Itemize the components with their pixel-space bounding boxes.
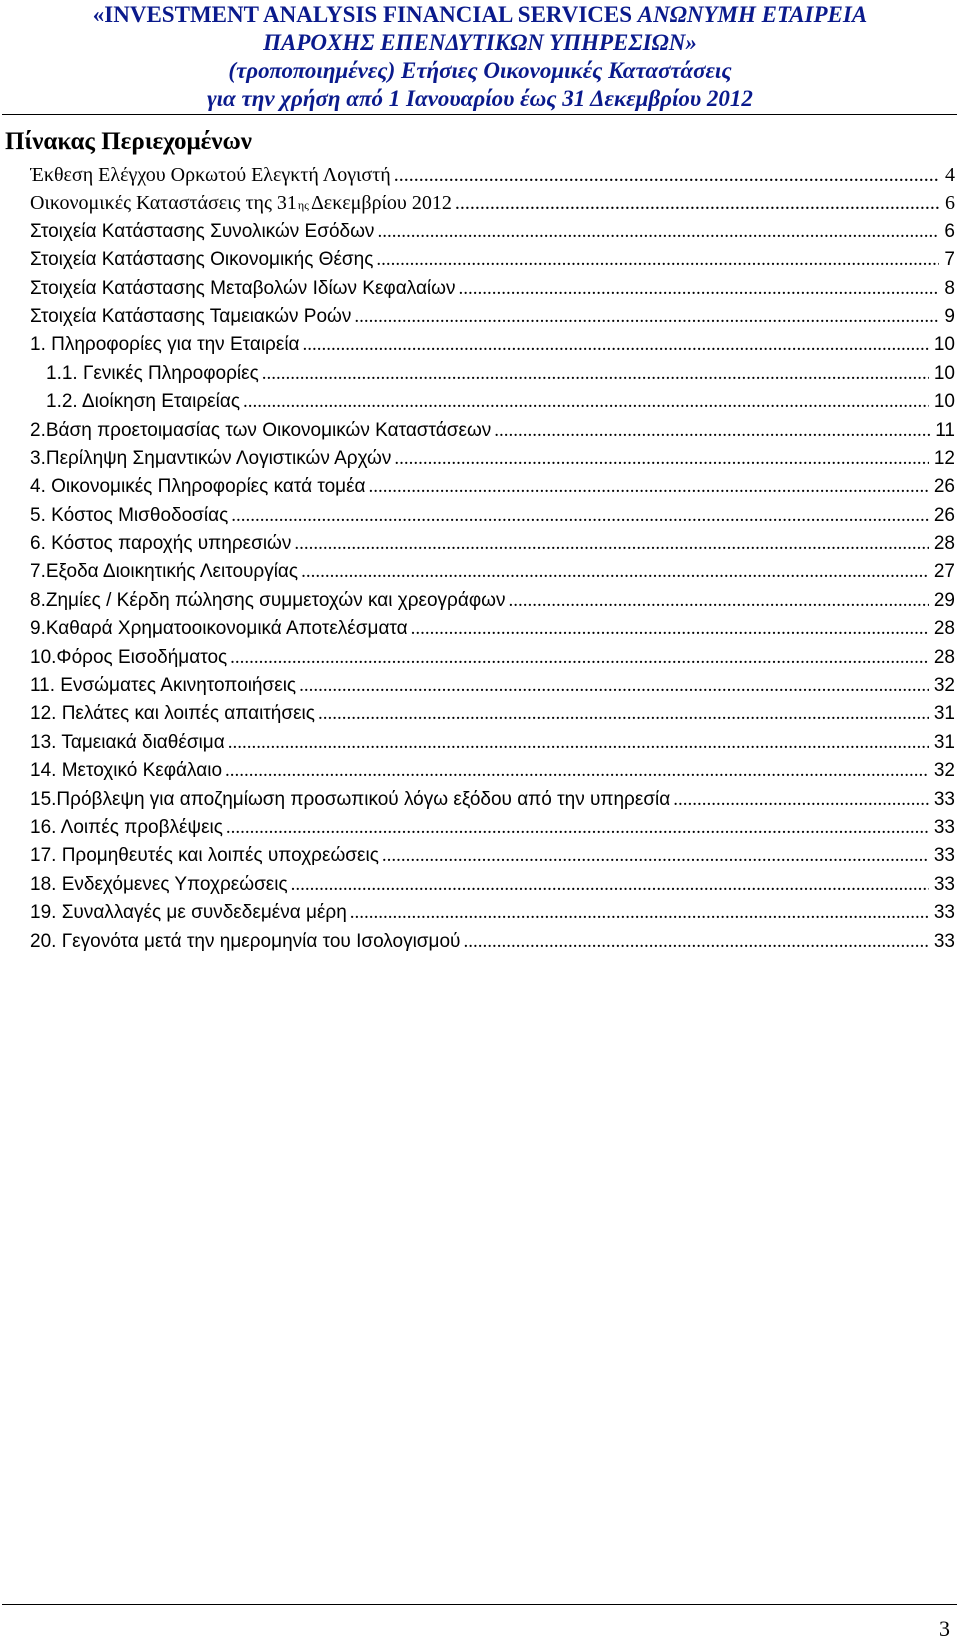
dot-leader xyxy=(394,161,940,189)
dot-leader xyxy=(299,672,929,700)
dot-leader xyxy=(303,331,929,359)
table-of-contents xyxy=(30,161,955,956)
toc-entry[interactable] xyxy=(30,360,955,388)
header-line-4: για την χρήση από 1 Ιανουαρίου έως 31 Δεκεμβρίου 2012 xyxy=(207,86,753,111)
dot-leader xyxy=(262,360,929,388)
company-name-greek: ΑΝΩΝΥΜΗ ΕΤΑΙΡΕΙΑ xyxy=(637,2,868,27)
toc-entry-label: 1.1. Γενικές Πληροφορίες xyxy=(46,362,259,384)
toc-entry-label: 3.Περίληψη Σημαντικών Λογιστικών Αρχών xyxy=(30,447,392,469)
toc-entry-label: Οικονομικές Καταστάσεις της 31 xyxy=(30,192,297,215)
footer-divider xyxy=(2,1604,957,1605)
toc-entry[interactable] xyxy=(30,161,955,189)
header-divider xyxy=(2,114,957,115)
dot-leader xyxy=(350,899,929,927)
toc-entry-label: 2.Βάση προετοιμασίας των Οικονομικών Καταστάσεων xyxy=(30,419,492,441)
dot-leader xyxy=(301,558,929,586)
dot-leader xyxy=(673,786,929,814)
page-number: 3 xyxy=(939,1616,950,1641)
dot-leader xyxy=(294,530,928,558)
toc-entry-page-number: 28 xyxy=(933,533,955,555)
toc-entry-label: Στοιχεία Κατάστασης Μεταβολών Ιδίων Κεφαλαίων xyxy=(30,277,456,299)
toc-entry-label: 11. Ενσώματες Ακινητοποιήσεις xyxy=(30,675,297,697)
dot-leader xyxy=(455,189,940,217)
toc-entry-label: 20. Γεγονότα μετά την ημερομηνία του Ισολογισμού xyxy=(30,930,461,952)
toc-entry-page-number: 4 xyxy=(945,164,955,186)
toc-entry-page-number: 6 xyxy=(945,192,955,215)
toc-entry-page-number: 9 xyxy=(944,305,955,327)
dot-leader xyxy=(494,417,930,445)
toc-entry-page-number: 33 xyxy=(933,902,955,924)
toc-entry-page-number: 12 xyxy=(933,447,955,469)
toc-entry-page-number: 31 xyxy=(933,731,955,753)
toc-entry-page-number: 10 xyxy=(933,391,955,413)
toc-entry[interactable] xyxy=(30,842,955,870)
document-header xyxy=(0,0,960,113)
dot-leader xyxy=(376,246,939,274)
dot-leader xyxy=(231,502,929,530)
toc-entry[interactable] xyxy=(30,899,955,927)
toc-entry-label: 1.2. Διοίκηση Εταιρείας xyxy=(46,391,241,413)
toc-entry[interactable] xyxy=(30,644,955,672)
toc-entry-label: 5. Κόστος Μισθοδοσίας xyxy=(30,504,229,526)
toc-entry[interactable] xyxy=(30,417,955,445)
toc-entry-label: 10.Φόρος Εισοδήματος xyxy=(30,646,228,668)
dot-leader xyxy=(228,729,929,757)
toc-entry[interactable] xyxy=(30,445,955,473)
toc-entry[interactable] xyxy=(30,218,955,246)
toc-entry-page-number: 33 xyxy=(933,788,955,810)
dot-leader xyxy=(369,473,929,501)
toc-entry-page-number: 33 xyxy=(933,873,955,895)
toc-entry[interactable] xyxy=(30,331,955,359)
toc-entry[interactable] xyxy=(30,928,955,956)
toc-entry-label: 16. Λοιπές προβλέψεις xyxy=(30,816,223,838)
toc-entry-superscript: ης xyxy=(297,198,309,213)
dot-leader xyxy=(318,700,929,728)
dot-leader xyxy=(230,644,929,672)
toc-entry[interactable] xyxy=(30,473,955,501)
toc-entry-page-number: 31 xyxy=(933,703,955,725)
toc-entry-page-number: 29 xyxy=(933,589,955,611)
dot-leader xyxy=(225,757,929,785)
toc-entry-label: 13. Ταμειακά διαθέσιμα xyxy=(30,731,225,753)
dot-leader xyxy=(226,814,929,842)
dot-leader xyxy=(509,587,929,615)
toc-entry[interactable] xyxy=(30,672,955,700)
toc-entry[interactable] xyxy=(30,303,955,331)
dot-leader xyxy=(243,388,929,416)
dot-leader xyxy=(458,275,939,303)
toc-entry-page-number: 6 xyxy=(944,220,955,242)
toc-entry[interactable] xyxy=(30,587,955,615)
toc-entry-page-number: 33 xyxy=(933,845,955,867)
toc-entry-label: 9.Καθαρά Χρηματοοικονομικά Αποτελέσματα xyxy=(30,618,408,640)
toc-entry[interactable] xyxy=(30,814,955,842)
dot-leader xyxy=(463,928,928,956)
header-line-3: (τροποποιημένες) Ετήσιες Οικονομικές Καταστάσεις xyxy=(228,58,732,83)
toc-entry-page-number: 28 xyxy=(933,646,955,668)
toc-entry[interactable] xyxy=(30,275,955,303)
toc-entry-label: 12. Πελάτες και λοιπές απαιτήσεις xyxy=(30,703,315,725)
toc-entry[interactable] xyxy=(30,729,955,757)
toc-entry[interactable] xyxy=(30,871,955,899)
toc-entry-page-number: 28 xyxy=(933,618,955,640)
toc-entry-page-number: 27 xyxy=(933,561,955,583)
toc-entry-page-number: 26 xyxy=(933,476,955,498)
toc-entry[interactable] xyxy=(30,757,955,785)
toc-entry-page-number: 32 xyxy=(933,760,955,782)
toc-entry-page-number: 11 xyxy=(935,419,955,441)
toc-entry-page-number: 7 xyxy=(944,249,955,271)
dot-leader xyxy=(354,303,939,331)
toc-entry-label-continued: Δεκεμβρίου 2012 xyxy=(310,192,452,215)
header-line-2: ΠΑΡΟΧΗΣ ΕΠΕΝΔΥΤΙΚΩΝ ΥΠΗΡΕΣΙΩΝ» xyxy=(263,30,697,55)
dot-leader xyxy=(377,218,939,246)
toc-title: Πίνακας Περιεχομένων xyxy=(5,128,252,155)
toc-entry[interactable] xyxy=(30,786,955,814)
toc-entry-label: Στοιχεία Κατάστασης Ταμειακών Ροών xyxy=(30,305,352,327)
toc-entry[interactable] xyxy=(30,189,955,217)
header-line-1 xyxy=(0,0,960,29)
toc-entry-label: 1. Πληροφορίες για την Εταιρεία xyxy=(30,334,300,356)
toc-entry-label: 17. Προμηθευτές και λοιπές υποχρεώσεις xyxy=(30,845,379,867)
toc-entry[interactable] xyxy=(30,502,955,530)
toc-entry-label: 18. Ενδεχόμενες Υποχρεώσεις xyxy=(30,873,288,895)
toc-entry-page-number: 10 xyxy=(933,362,955,384)
toc-entry-label: Έκθεση Ελέγχου Ορκωτού Ελεγκτή Λογιστή xyxy=(30,164,391,186)
toc-entry[interactable] xyxy=(30,530,955,558)
toc-entry-label: 4. Οικονομικές Πληροφορίες κατά τομέα xyxy=(30,476,366,498)
toc-entry-page-number: 32 xyxy=(933,675,955,697)
toc-entry[interactable] xyxy=(30,700,955,728)
toc-entry-label: Στοιχεία Κατάστασης Συνολικών Εσόδων xyxy=(30,220,375,242)
toc-entry-label: Στοιχεία Κατάστασης Οικονομικής Θέσης xyxy=(30,249,374,271)
toc-entry-page-number: 10 xyxy=(933,334,955,356)
toc-entry-label: 7.Εξοδα Διοικητικής Λειτουργίας xyxy=(30,561,299,583)
company-name-latin: «INVESTMENT ANALYSIS FINANCIAL SERVICES xyxy=(92,2,638,27)
toc-entry-page-number: 33 xyxy=(933,930,955,952)
dot-leader xyxy=(394,445,928,473)
toc-entry[interactable] xyxy=(30,615,955,643)
toc-entry-label: 8.Ζημίες / Κέρδη πώλησης συμμετοχών και χρεογράφων xyxy=(30,589,506,611)
toc-entry[interactable] xyxy=(30,558,955,586)
toc-entry-label: 14. Μετοχικό Κεφάλαιο xyxy=(30,760,223,782)
toc-entry[interactable] xyxy=(30,246,955,274)
toc-entry-page-number: 8 xyxy=(944,277,955,299)
dot-leader xyxy=(382,842,929,870)
toc-entry-label: 6. Κόστος παροχής υπηρεσιών xyxy=(30,533,292,555)
dot-leader xyxy=(291,871,929,899)
toc-entry-page-number: 33 xyxy=(933,816,955,838)
toc-entry-label: 15.Πρόβλεψη για αποζημίωση προσωπικού λόγω εξόδου από την υπηρεσία xyxy=(30,788,671,810)
dot-leader xyxy=(411,615,929,643)
toc-entry-page-number: 26 xyxy=(933,504,955,526)
toc-entry[interactable] xyxy=(30,388,955,416)
toc-entry-label: 19. Συναλλαγές με συνδεδεμένα μέρη xyxy=(30,902,347,924)
